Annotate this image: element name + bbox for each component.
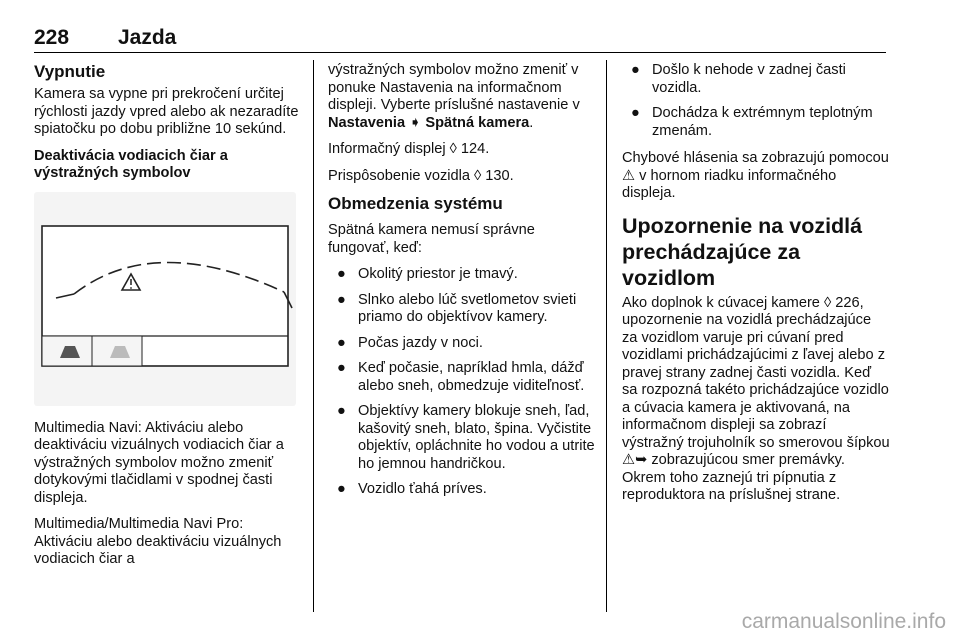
section-title-limitations: Obmedzenia systému (328, 194, 503, 213)
column-3 (622, 62, 890, 514)
paragraph: Kamera sa vypne pri prekročení určitej rýchlosti jazdy vpred alebo ak nezaradíte spiatočku po dobu približne 10 sekúnd. (34, 86, 299, 137)
list-item: ● Slnko alebo lúč svetlometov svieti priamo do objektívov kamery. (337, 291, 577, 325)
paragraph: Ako doplnok k cúvacej kamere ◊ 226, upozornenie na vozidlá prechádzajúce za vozidlom varuje pri cúvaní pred vozidlami prichádzajúcimi z ľavej alebo z pravej strany zadnej časti vozidla. Keď sa rozpozná takéto prichádzajúce vozidlo a cúvacia kamera je aktivovaná, na informačnom displeji sa zobrazí výstražný trojuholník so smerovou šípkou ⚠➥ zobrazujúcou smer premávky. Okrem toho zaznejú tri pípnutia z reproduktora na príslušnej strane. (622, 294, 890, 503)
paragraph: Multimedia Navi: Aktiváciu alebo deaktiváciu vizuálnych vodiacich čiar a výstražných symbolov možno zmeniť dotykovými tlačidlami v spodnej časti displeja. (34, 419, 284, 506)
page-header (34, 26, 886, 50)
column-divider (606, 60, 607, 612)
list-item-text: Objektívy kamery blokuje sneh, ľad, kašovitý sneh, blato, špina. Vyčistite objektív, opláchnite ho vodou a utrite ho jemnou handričkou. (358, 403, 595, 472)
section-title-cross-traffic-alert: Upozornenie na vozidlá prechádzajúce za vozidlom (622, 213, 863, 290)
paragraph: Spätná kamera nemusí správne fungovať, keď: (328, 222, 535, 256)
watermark: carmanualsonline.info (741, 610, 946, 633)
chapter-title: Jazda (118, 26, 177, 49)
list-item-text: Slnko alebo lúč svetlometov svieti priamo do objektívov kamery. (358, 291, 577, 325)
column-1 (34, 62, 304, 578)
cross-reference: Prispôsobenie vozidla ◊ 130. (328, 167, 514, 184)
menu-path: Nastavenia ➧ Spätná kamera (328, 114, 530, 131)
paragraph: Multimedia/Multimedia Navi Pro: Aktiváciu alebo deaktiváciu vizuálnych vodiacich čiar a (34, 516, 282, 567)
list-item: ● Dochádza k extrémnym teplotným zmenám. (631, 105, 873, 139)
limitations-list-continued (622, 62, 890, 140)
paragraph-end: . (529, 114, 534, 131)
page-number: 228 (34, 26, 70, 49)
list-item: ● Okolitý priestor je tmavý. (337, 266, 518, 282)
cross-reference: Informačný displej ◊ 124. (328, 141, 490, 157)
list-item: ● Počas jazdy v noci. (337, 334, 483, 351)
limitations-list (328, 266, 598, 499)
list-item: ● Došlo k nehode v zadnej časti vozidla. (631, 62, 846, 96)
list-item-text: Okolitý priestor je tmavý. (358, 266, 518, 282)
camera-display-illustration (34, 192, 296, 406)
subheading-deactivation: Deaktivácia vodiacich čiar a výstražných symbolov (34, 147, 228, 181)
header-divider (34, 52, 886, 53)
rear-camera-screen-figure (34, 192, 296, 406)
list-item-text: Keď počasie, napríklad hmla, dážď alebo sneh, obmedzuje viditeľnosť. (358, 360, 585, 394)
list-item-text: Počas jazdy v noci. (358, 334, 483, 351)
list-item-text: Došlo k nehode v zadnej časti vozidla. (652, 62, 846, 96)
paragraph-text: výstražných symbolov možno zmeniť v ponuke Nastavenia na informačnom displeji. Vyberte príslušné nastavenie v (328, 62, 580, 113)
list-item: ● Keď počasie, napríklad hmla, dážď alebo sneh, obmedzuje viditeľnosť. (337, 360, 585, 394)
list-item-text: Dochádza k extrémnym teplotným zmenám. (652, 105, 873, 139)
paragraph (328, 62, 598, 132)
list-item-text: Vozidlo ťahá príves. (358, 481, 487, 497)
list-item: ● Objektívy kamery blokuje sneh, ľad, kašovitý sneh, blato, špina. Vyčistite objektív, opláchnite ho vodou a utrite ho jemnou handričkou. (337, 403, 595, 472)
column-2 (328, 62, 598, 509)
section-title-vypnutie: Vypnutie (34, 62, 106, 81)
column-divider (313, 60, 314, 612)
list-item: ● Vozidlo ťahá príves. (337, 481, 487, 497)
paragraph: Chybové hlásenia sa zobrazujú pomocou ⚠ v hornom riadku informačného displeja. (622, 150, 889, 201)
